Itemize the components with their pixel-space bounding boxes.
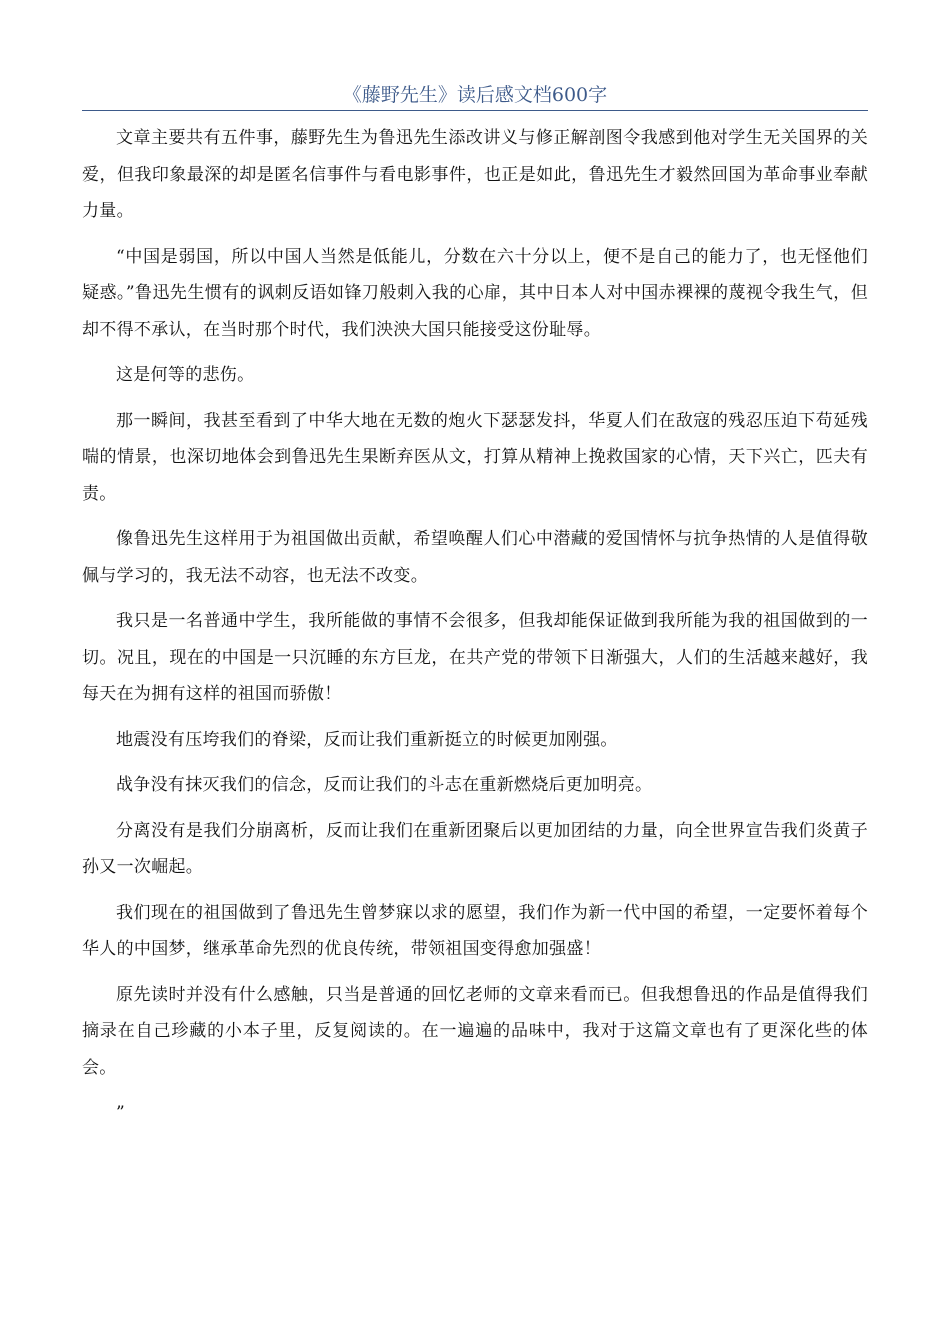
paragraph: 地震没有压垮我们的脊梁，反而让我们重新挺立的时候更加刚强。 [116, 729, 618, 750]
paragraph: 那一瞬间，我甚至看到了中华大地在无数的炮火下瑟瑟发抖，华夏人们在敌寇的残忍压迫下苟延残喘的情景，也深切地体会到鲁迅先生果断弃医从文，打算从精神上挽救国家的心情，天下兴亡，匹夫有责。 [82, 410, 868, 504]
paragraph: 像鲁迅先生这样用于为祖国做出贡献，希望唤醒人们心中潜藏的爱国情怀与抗争热情的人是值得敬佩与学习的，我无法不动容，也无法不改变。 [82, 529, 868, 586]
document-body [82, 120, 868, 1141]
paragraph: ” [116, 1103, 125, 1123]
paragraph: 我只是一名普通中学生，我所能做的事情不会很多，但我却能保证做到我所能为我的祖国做到的一切。况且，现在的中国是一只沉睡的东方巨龙，在共产党的带领下日渐强大，人们的生活越来越好，我每天在为拥有这样的祖国而骄傲！ [82, 611, 868, 704]
paragraph: “中国是弱国，所以中国人当然是低能儿，分数在六十分以上，便不是自己的能力了，也无怪他们疑惑。”鲁迅先生惯有的讽刺反语如锋刀般刺入我的心扉，其中日本人对中国赤裸裸的蔑视令我生气，但却不得不承认，在当时那个时代，我们泱泱大国只能接受这份耻辱。 [82, 246, 868, 340]
paragraph: 我们现在的祖国做到了鲁迅先生曾梦寐以求的愿望，我们作为新一代中国的希望，一定要怀着每个华人的中国梦，继承革命先烈的优良传统，带领祖国变得愈加强盛！ [82, 902, 868, 959]
paragraph: 这是何等的悲伤。 [116, 365, 255, 385]
paragraph: 原先读时并没有什么感触，只当是普通的回忆老师的文章来看而已。但我想鲁迅的作品是值得我们摘录在自己珍藏的小本子里，反复阅读的。在一遍遍的品味中，我对于这篇文章也有了更深化些的体会。 [82, 984, 868, 1078]
paragraph: 文章主要共有五件事，藤野先生为鲁迅先生添改讲义与修正解剖图令我感到他对学生无关国界的关爱，但我印象最深的却是匿名信事件与看电影事件，也正是如此，鲁迅先生才毅然回国为革命事业奉献力量。 [82, 128, 868, 221]
page-header [82, 82, 868, 111]
paragraph: 分离没有是我们分崩离析，反而让我们在重新团聚后以更加团结的力量，向全世界宣告我们炎黄子孙又一次崛起。 [82, 820, 868, 877]
document-title: 《藤野先生》读后感文档600字 [342, 84, 608, 106]
paragraph: 战争没有抹灭我们的信念，反而让我们的斗志在重新燃烧后更加明亮。 [116, 775, 653, 795]
